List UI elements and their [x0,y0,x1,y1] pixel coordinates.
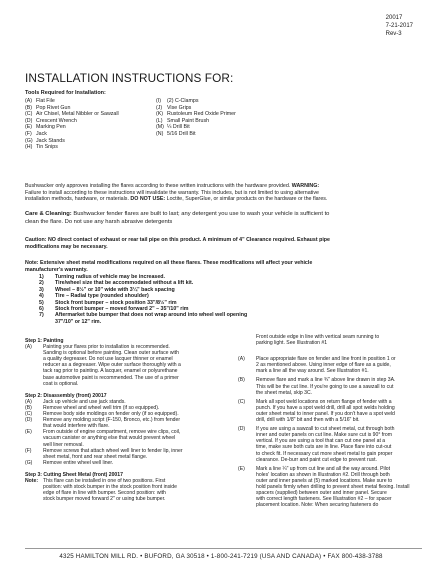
step-line: outer and inner panels at (5) marked locations. Make sure to [256,477,393,484]
step-key: (E) [238,465,245,472]
step-key: (A) [25,344,32,351]
right-intro-line: parking light. See Illustration #1 [256,340,328,347]
tool-name: (2) C-Clamps [167,98,199,104]
step-key: (B) [238,377,245,384]
step-line: Remove body side moldings on fender only (if so equipped). [43,411,179,418]
tool-name: Air Chisel, Metal Nibbler or Sawzall [36,111,119,118]
tool-name: Crescent Wrench [36,117,77,124]
step3-note-line: stock bumper moved forward 2" or using tube bumper. [43,496,166,503]
step-line: vacuum canister or anything else that would prevent wheel [43,435,176,442]
document-id-block [386,15,413,38]
approval-paragraph [25,183,422,203]
modification-item [25,319,247,325]
tool-key: (L) [156,117,163,124]
tool-name: 5/16 Drill Bit [167,130,196,137]
note-text: Note: Extensive sheet metal modifications required on all these flares. These modifications will affect your vehicle [25,260,313,266]
tool-item [156,111,236,118]
step-line: clearance. De-burr and paint cut edge to prevent rust. [256,456,377,463]
modification-text: Stock front bumper – stock position 33"/8½" rim [55,299,177,306]
step3-note-line: position: with stock bumper in the stock position front inside [43,484,177,491]
step-item [25,460,228,466]
step-key: (G) [25,459,33,466]
right-intro-line: Front outside edge in line with vertical seam running to [256,334,380,340]
tools-list-left [25,98,119,151]
step2-list [25,399,228,466]
step1-heading: Step 1: Painting [25,338,64,344]
step-line: well liner removal. [43,441,84,448]
step-line: base automotive paint is recommended. The use of a primer [43,374,179,381]
step-line: 2 as mentioned above. Using inner edge of flare as a guide, [256,362,391,369]
tool-name: Vise Grips [167,104,192,111]
step-line: vertical. If you are using a tool that can cut one panel at a [256,438,386,445]
tool-item [25,131,119,138]
care-text-2: clean the flare. Do not use any harsh abrasive detergents [25,218,173,225]
approval-text-3: installation methods, hardware, or materials. [25,196,129,203]
step-line: Remove entire wheel well liner. [43,459,114,466]
step3-heading: Step 3: Cutting Sheet Metal (front) 20017 [25,471,123,478]
step-key: (B) [25,404,32,411]
step-key: (D) [238,426,246,433]
tool-name: Rustoleum Red Oxide Primer [167,111,236,118]
step-line: Place appropriate flare on fender and line front in position 1 or [256,356,396,363]
modification-number: 4) [39,293,44,300]
step-line: drill, drill with 1/8" bit and then with a 5/16" bit. [256,417,360,424]
step-line: with correct length fasteners. See Illustration #2 – for spacer [256,496,392,503]
modification-list [25,274,247,325]
step-line: that would interfere with flare. [43,423,110,430]
step-line: outer sheet metal to inner panel. If you don't have a spot weld [256,410,395,417]
modification-text: 37"/10" or 12" rim. [55,318,102,325]
warning-label: WARNING: [291,183,320,189]
step-line: sheet metal, front and rear sheet metal flange. [43,453,148,460]
tool-name: Small Paint Brush [167,117,210,124]
step-line: the sheet metal, skip 3C. [256,389,313,396]
tool-key: (B) [25,104,33,111]
tool-name: Pop Rivet Gun [36,104,71,111]
tool-name: ¼ Drill Bit [167,124,190,131]
step-item [238,466,424,509]
step-line: Remove screws that attach wheel well liner to fender lip, inner [43,447,183,454]
tool-key: (I) [156,98,161,104]
tool-key: (E) [25,124,33,131]
care-label: Care & Cleaning: [25,211,72,217]
step3-note-label: Note: [25,477,39,484]
step-item [25,429,228,447]
step-line: tack rag prior to painting. A lacquer, enamel or polyurethane [43,368,178,375]
tool-key: (F) [25,130,32,137]
step3-note [25,478,228,502]
tool-item [25,118,119,125]
step-line: From outside of engine compartment, remove wire clips, coil, [43,429,181,436]
note-text-2: manufacturer's warranty. [25,266,88,273]
tool-item [25,124,119,131]
approval-text-2: Failure to install according to these instructions will invalidate the warranty. This includes, but is not limited to using alternative [25,189,319,196]
tool-key: (G) [25,137,33,144]
tool-key: (D) [25,117,33,124]
step3-note-line: edge of flare in line with bumper. Second position: with [43,490,166,497]
step-item [238,426,424,463]
tool-name: Flat File [36,98,55,104]
left-column [25,338,228,502]
step-line: reducer as a degreaser. Wipe outer surface thoroughly with a [43,362,181,369]
modification-text: Tire/wheel size that be accommodated without a lift kit. [55,280,194,287]
step-key: (A) [25,398,32,405]
step2-heading: Step 2: Disassembly (front) 20017 [25,392,107,399]
tool-key: (N) [156,130,164,137]
step-line: hold panels firmly when drilling to prevent sheet metal flexing. Install [256,483,410,490]
tool-item [25,144,119,151]
right-column-steps [238,356,424,508]
step-key: (C) [238,398,246,405]
modification-text: Stock front bumper – moved forward 2" – 35"/10" rim [55,306,189,313]
step-line: Mark all spot weld locations on return flange of fender with a [256,398,392,405]
tool-item [25,105,119,112]
step-line: time, make sure both cuts are in line. Place flare into cut-out [256,444,392,451]
tool-item [156,124,236,131]
modification-number: 7) [39,312,44,319]
step-line: Remove wheel and wheel well trim (if so equipped). [43,404,160,411]
tool-item [156,118,236,125]
tool-item [25,98,119,105]
caution-text: Caution: NO direct contact of exhaust or rear tail pipe on this product. A minimum of 4" Clearance required. Exhaust pipe [25,237,330,243]
step-item [238,356,424,374]
approval-text: Bushwacker only approves installing the flares according to these written instructions with the hardware provided. [25,183,291,189]
step-line: Painting your flares prior to installation is recommended. [43,344,170,351]
step-item [25,448,228,460]
tool-name: Marking Pen [36,124,66,131]
step-line: mark a line all the way around. See Illustration #1. [256,368,369,375]
document-date: 7-21-2017 [385,22,413,29]
step-line: inner and outer panels on cut line. Make sure cut is 90° from [256,432,392,439]
tool-item [156,131,236,138]
step3-note-line: This flare can be installed in one of two positions. First [43,477,166,484]
step-item [25,417,228,429]
document-number: 20017 [385,15,403,21]
tool-item [25,138,119,145]
care-text: Bushwacker fender flares are built to last; any detergent you use to wash your vehicle is sufficient to [73,211,330,217]
caution-paragraph [25,237,422,250]
tool-name: Jack [36,130,47,137]
tool-key: (H) [25,144,33,151]
tool-key: (J) [156,104,163,111]
step-key: (F) [25,447,32,454]
step-line: If you are using a sawzall to cut sheet metal, cut through both [256,426,395,433]
step-line: Remove any molding script (F-150, Bronco, etc.) from fender [43,417,181,424]
approval-text-4: Loctite, SuperGlue, or similar products on the hardware or the flares. [166,196,328,203]
tool-key: (M) [156,124,164,131]
modification-text: Tire – Radial type (rounded shoulder) [55,293,149,300]
right-column [238,334,424,508]
tools-list-right [156,98,236,138]
tool-key: (C) [25,111,33,118]
step-line: spacers (supplied) between outer and inner panel. Secure [256,490,387,497]
tool-item [25,111,119,118]
right-column-intro [238,334,424,346]
tool-name: Jack Stands [36,137,65,144]
tool-item [156,105,236,112]
tool-name: Tin Snips [36,144,58,151]
step-line: Mark a line ¼" up from cut line and all the way around. Pilot [256,465,391,472]
modification-number: 2) [39,280,44,287]
step-line: to check fit. If necessary cut more sheet metal to gain proper [256,450,393,457]
step-line: coat is optional. [43,380,79,387]
care-paragraph [25,211,422,226]
step-line: This will be the cut line. If you're going to use a sawzall to cut [256,383,394,390]
modification-number: 6) [39,306,44,313]
modification-text: Wheel – 8½" or 10" wide with 3¼" back spacing [55,286,175,293]
tool-item [156,98,236,105]
step3-note-lines [43,478,228,502]
step1-list [25,344,228,387]
step-line: Remove flare and mark a line ¾" above line drawn in step 3A. [256,377,396,384]
step-item [25,344,228,387]
step-line: holes' location as shown in Illustration #2. Drill through both [256,471,390,478]
footer-address: 4325 HAMILTON MILL RD. • BUFORD, GA 30518 • 1-800-241-7219 (USA AND CANADA) • FAX 800-438-3788 [59,553,383,560]
do-not-use-label: DO NOT USE: [130,196,166,203]
footer-divider [25,548,422,549]
step-item [238,399,424,423]
tools-heading: Tools Required for Installation: [25,90,106,96]
modification-text: Aftermarket tube bumper that does not wrap around into wheel well opening [55,312,248,319]
step-line: Jack up vehicle and use jack stands. [43,398,126,405]
page-title: INSTALLATION INSTRUCTIONS FOR: [25,71,234,85]
caution-text-2: modifications may be necessary. [25,243,108,250]
step-line: placement location. Note: When securing fasteners do [256,502,379,509]
tool-key: (K) [156,111,164,118]
step-key: (E) [25,429,32,436]
document-revision: Rev-3 [385,30,402,37]
step-line: punch. If you have a spot weld drill, drill all spot welds holding [256,404,395,411]
step-key: (D) [25,417,33,424]
modification-number: 1) [39,274,44,280]
tool-key: (A) [25,98,33,104]
step-key: (C) [25,411,33,418]
modification-number: 3) [39,286,44,293]
step-item [238,377,424,395]
modification-number: 5) [39,299,44,306]
step-key: (A) [238,356,245,363]
note-paragraph [25,260,422,273]
step-line: a quality degreaser. Do not use lacquer thinner or enamel [43,356,173,363]
step-line: Sanding is optional before painting. Clean outer surface with [43,350,179,357]
modification-text: Turning radius of vehicle may be increased. [55,274,165,280]
